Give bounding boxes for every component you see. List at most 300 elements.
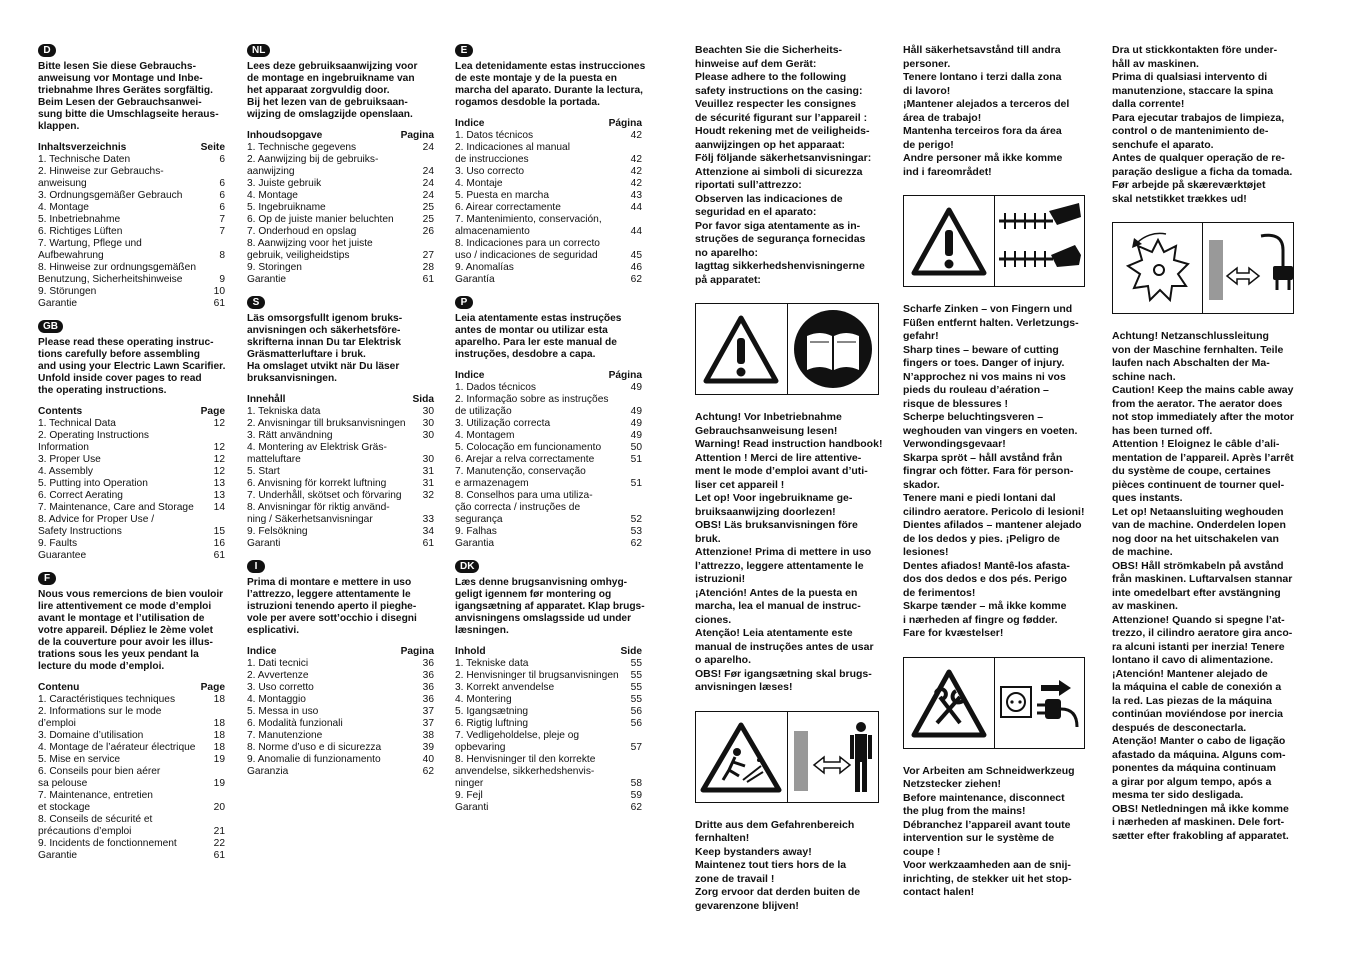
warning-line: Por favor siga atentamente as in- xyxy=(695,219,861,232)
toc-item-text xyxy=(38,754,120,766)
toc-item-line: 7. Maintenance, entretien xyxy=(38,790,153,801)
toc-item xyxy=(455,214,642,238)
keep-cable-away-plug-icon xyxy=(1203,223,1293,313)
warning-line: weghouden van vingers en voeten. xyxy=(903,424,1078,437)
toc-item-line: et stockage xyxy=(38,802,91,813)
toc-item-text xyxy=(455,694,512,706)
toc-item xyxy=(38,742,225,754)
warning-line: Fare for kvæstelser! xyxy=(903,627,1004,639)
toc-item-page: 62 xyxy=(630,274,642,285)
rotating-blade-icon xyxy=(1113,223,1203,313)
toc-item-page: 42 xyxy=(630,178,642,189)
toc-item-page: 51 xyxy=(630,454,642,465)
intro-text xyxy=(247,61,434,121)
warning-line: risque de blessures ! xyxy=(903,397,1009,410)
toc-item xyxy=(247,658,434,670)
toc-item-text xyxy=(455,706,528,718)
warning-line: manutenzione, staccare la spina xyxy=(1112,84,1274,97)
warning-line: hinweise auf dem Gerät: xyxy=(695,57,817,70)
toc-item-text xyxy=(247,154,378,178)
toc-item-text xyxy=(38,262,196,286)
toc-item-text xyxy=(38,490,123,502)
toc-item-page: 53 xyxy=(630,526,642,537)
intro-line: avant le montage et l’utilisation de xyxy=(38,613,205,624)
toc-item-text xyxy=(247,466,280,478)
intro-text xyxy=(455,577,645,637)
section-s xyxy=(247,296,434,550)
toc-item-text xyxy=(247,730,322,742)
toc-item-page: 40 xyxy=(422,754,434,765)
toc-item-text xyxy=(455,142,570,166)
toc-item-line: 3. Ordnungsgemäßer Gebrauch xyxy=(38,190,183,201)
language-badge: P xyxy=(455,296,473,309)
toc-item-page: 43 xyxy=(630,190,642,201)
toc-item-line: Garanzia xyxy=(247,766,289,777)
toc-item-line: 8. Hinweise zur ordnungsgemäßen xyxy=(38,262,196,273)
warning-line: trezzo, il cilindro aeratore gira anco- xyxy=(1112,627,1293,639)
toc-item-text xyxy=(247,226,356,238)
toc-item-page: 61 xyxy=(422,538,434,549)
toc-item-text xyxy=(247,742,381,754)
toc-item-page: 25 xyxy=(422,214,434,225)
toc-item-text xyxy=(455,754,595,790)
warning-line: Tenere mani e piedi lontani dal xyxy=(903,492,1056,504)
toc-item xyxy=(455,670,642,682)
pictogram-sharp-tines xyxy=(903,195,1085,287)
toc-item xyxy=(455,166,642,178)
toc-item-line: e armazenagem xyxy=(455,478,529,489)
toc-item-page: 33 xyxy=(422,514,434,525)
toc-item xyxy=(38,154,225,166)
toc-item-line: Safety Instructions xyxy=(38,526,122,537)
intro-line: and using your Electric Lawn Scarifier. xyxy=(38,361,226,372)
toc-item-text xyxy=(38,466,93,478)
toc-item-line: 8. Norme d’uso e di sicurezza xyxy=(247,742,382,753)
toc-item-text xyxy=(247,766,288,778)
warning-line: N’approchez ni vos mains ni vos xyxy=(903,370,1066,383)
toc-item-line: 1. Datos técnicos xyxy=(455,130,534,141)
toc-item-text xyxy=(38,850,77,862)
intro-line: Ha omslaget utvikt när Du läser xyxy=(247,361,400,372)
warning-line: Gebrauchsanweisung lesen! xyxy=(695,424,838,437)
toc-item-line: ninger xyxy=(455,778,484,789)
toc-item-page: 20 xyxy=(213,802,225,813)
intro-line: sung bitte die Umschlagseite heraus- xyxy=(38,109,219,120)
toc-item xyxy=(38,466,225,478)
toc-page-label: Página xyxy=(608,118,642,129)
toc-item-text xyxy=(455,190,549,202)
intro-text xyxy=(455,61,646,109)
toc-item-line: 5. Igangsætning xyxy=(455,706,529,717)
warning-line: mesma ter sido desligada. xyxy=(1112,789,1244,801)
warning-line: Please adhere to the following xyxy=(695,71,847,83)
toc-item xyxy=(38,850,225,862)
intro-line: Unfold inside cover pages to read xyxy=(38,373,202,384)
toc-item-page: 24 xyxy=(422,190,434,201)
toc-item-line: 9. Anomalías xyxy=(455,262,514,273)
toc-item-line: 9. Anomalie di funzionamento xyxy=(247,754,381,765)
toc-item-text xyxy=(38,814,152,838)
toc-item xyxy=(455,442,642,454)
section-f xyxy=(38,572,225,862)
warning-line: the plug from the mains! xyxy=(903,805,1026,817)
warning-line: afastado da máquina. Alguns com- xyxy=(1112,748,1286,761)
toc-item-page: 8 xyxy=(219,250,225,261)
toc-item-line: opbevaring xyxy=(455,742,506,753)
intro-line: the operating instructions. xyxy=(38,385,167,396)
toc-title: Indice xyxy=(455,370,485,381)
toc-item-line: Garanti xyxy=(455,802,489,813)
toc-item xyxy=(247,406,434,418)
warning-line: contact halen! xyxy=(903,886,975,898)
warning-line: Débranchez l’appareil avant toute xyxy=(903,818,1071,831)
toc-item-line: Benutzung, Sicherheitshinweise xyxy=(38,274,183,285)
warning-line: ind i fareområdet! xyxy=(903,165,992,178)
toc-item-page: 12 xyxy=(213,454,225,465)
intro-line: Please read these operating instruc- xyxy=(38,337,214,348)
intro-line: de este montaje y de la puesta en xyxy=(455,73,617,84)
warning-line: Attenzione! Quando si spegne l’at- xyxy=(1112,613,1285,626)
toc-item-page: 32 xyxy=(422,490,434,501)
toc-item-line: 7. Vedligeholdelse, pleje og xyxy=(455,730,580,741)
toc-item-page: 61 xyxy=(213,550,225,561)
toc-item-text xyxy=(38,454,101,466)
pictogram-cable-rotating-blade xyxy=(1112,222,1294,314)
toc-item-text xyxy=(247,706,318,718)
warning-line: riportati sull’attrezzo: xyxy=(695,179,802,191)
warning-line: Para ejecutar trabajos de limpieza, xyxy=(1112,111,1285,124)
warning-line: de los dedos y pies. ¡Peligro de xyxy=(903,532,1060,545)
toc-item xyxy=(38,262,225,286)
column-5 xyxy=(903,44,1099,900)
toc-title: Inhold xyxy=(455,646,486,657)
toc-item-line: 1. Technische gegevens xyxy=(247,142,357,153)
toc-item-text xyxy=(38,154,130,166)
warning-line: från maskinen. Luftarvalsen stannar xyxy=(1112,573,1293,585)
toc-title: Indice xyxy=(455,118,485,129)
toc-item-page: 6 xyxy=(219,178,225,189)
warning-line: lontano il cavo di alimentazione. xyxy=(1112,654,1274,666)
toc-page-label: Page xyxy=(200,406,225,417)
toc-item-text xyxy=(38,550,86,562)
toc-item-line: gebruik, veiligheidstips xyxy=(247,250,350,261)
toc-item-page: 24 xyxy=(422,166,434,177)
toc-item xyxy=(247,718,434,730)
toc-item-line: 1. Technische Daten xyxy=(38,154,131,165)
warning-line: Maintenez tout tiers hors de la xyxy=(695,859,847,871)
toc-item xyxy=(38,490,225,502)
maintenance-unplug-warning xyxy=(903,765,1099,900)
toc-item-line: 5. Messa in uso xyxy=(247,706,319,717)
toc-item-text xyxy=(247,490,402,502)
toc-item-page: 24 xyxy=(422,178,434,189)
toc-item-text xyxy=(38,214,120,226)
warning-line: av maskinen. xyxy=(1112,600,1178,612)
toc-item-line: ção correcta / instruções de xyxy=(455,502,581,513)
toc-item-text xyxy=(455,730,579,754)
manual-book-icon xyxy=(788,304,879,394)
intro-line: skrifterna innan Du tar Elektrisk xyxy=(247,337,401,348)
warning-line: pieds du rouleau d’aération – xyxy=(903,384,1049,396)
toc-item-text xyxy=(38,286,96,298)
toc-item-page: 34 xyxy=(422,526,434,537)
intro-line: rogamos desdoble la portada. xyxy=(455,97,600,108)
toc-item-text xyxy=(455,238,600,262)
warning-line: gevarenzone blijven! xyxy=(695,899,799,912)
toc-item-text xyxy=(455,274,495,286)
toc-item xyxy=(455,274,642,286)
toc-item xyxy=(247,202,434,214)
intro-line: anweisung vor Montage und Inbe- xyxy=(38,73,203,84)
toc-header xyxy=(247,394,434,406)
toc-item xyxy=(247,538,434,550)
warning-line: ment le mode d’emploi avant d’uti- xyxy=(695,465,868,477)
intro-line: tions carefully before assembling xyxy=(38,349,200,360)
warning-line: istruzioni! xyxy=(695,573,746,585)
toc-item-page: 30 xyxy=(422,418,434,429)
toc-item-page: 6 xyxy=(219,202,225,213)
intro-line: de la couverture pour avoir les illus- xyxy=(38,637,213,648)
intro-text xyxy=(38,337,225,397)
toc-item xyxy=(455,142,642,166)
warning-line: la red. Las piezas de la máquina xyxy=(1112,694,1272,707)
warning-line: Sharp tines – beware of cutting xyxy=(903,343,1059,356)
toc-item-text xyxy=(247,682,314,694)
warning-line: nog door na het uitschakelen van xyxy=(1112,532,1279,545)
warning-line: OBS! Läs bruksanvisningen före xyxy=(695,519,858,531)
language-badge: I xyxy=(247,560,265,573)
toc-item-page: 36 xyxy=(422,658,434,669)
warning-line: Attention ! Merci de lire attentive- xyxy=(695,451,862,464)
toc-item-page: 59 xyxy=(630,790,642,801)
warning-line: laufen nach Abschalten der Ma- xyxy=(1112,357,1270,369)
warning-line: OBS! Netledningen må ikke komme xyxy=(1112,802,1289,815)
toc-item xyxy=(247,706,434,718)
toc-item-page: 19 xyxy=(213,778,225,789)
toc-item-line: 3. Uso correcto xyxy=(455,166,525,177)
toc-item-text xyxy=(38,694,175,706)
warning-line: Håll säkerhetsavstånd till andra xyxy=(903,44,1061,56)
toc-item xyxy=(38,202,225,214)
warning-line: Achtung! Netzanschlussleitung xyxy=(1112,330,1269,342)
toc-item-line: 5. Putting into Operation xyxy=(38,478,148,489)
language-badge: E xyxy=(455,44,473,57)
warning-line: seguridad en el aparato: xyxy=(695,206,817,218)
toc-item-line: 1. Dados técnicos xyxy=(455,382,536,393)
warning-line: OBS! Håll strömkabeln på avstånd xyxy=(1112,559,1284,572)
intro-line: Bij het lezen van de gebruiksaan- xyxy=(247,97,408,108)
toc-item-page: 55 xyxy=(630,658,642,669)
intro-text xyxy=(247,313,434,385)
warning-line: senchufe el aparato. xyxy=(1112,138,1214,151)
toc-item-page: 57 xyxy=(630,742,642,753)
warning-line: Mantenha terceiros fora da área xyxy=(903,125,1062,137)
toc-item-text xyxy=(455,658,528,670)
toc-item-line: 5. Colocação em funcionamento xyxy=(455,442,602,453)
toc-item xyxy=(38,214,225,226)
toc-item xyxy=(455,394,642,418)
toc-item-page: 30 xyxy=(422,430,434,441)
pictogram-read-manual xyxy=(695,303,879,395)
language-badge: GB xyxy=(38,320,63,333)
toc-item-line: 2. Operating Instructions xyxy=(38,430,149,441)
toc-item-text xyxy=(455,490,593,526)
toc-item-page: 37 xyxy=(422,706,434,717)
warning-line: schine nach. xyxy=(1112,370,1176,383)
warning-line: Atenção! Leia atentamente este xyxy=(695,627,853,639)
toc-item xyxy=(455,706,642,718)
toc-item-line: 9. Störungen xyxy=(38,286,97,297)
intro-line: aparelho. Para ler este manual de xyxy=(455,337,617,348)
warning-line: después de desconectarla. xyxy=(1112,721,1247,734)
toc-item-page: 26 xyxy=(422,226,434,237)
warning-line: ques instants. xyxy=(1112,492,1183,504)
warning-line: ciones. xyxy=(695,613,732,626)
toc-item-page: 16 xyxy=(213,538,225,549)
maintenance-wrench-warning-icon xyxy=(904,658,995,748)
toc-item-line: 1. Technical Data xyxy=(38,418,116,429)
toc-item-page: 12 xyxy=(213,466,225,477)
toc-item-page: 36 xyxy=(422,694,434,705)
toc-item-line: 4. Montering av Elektrisk Gräs- xyxy=(247,442,387,453)
toc-item-text xyxy=(455,130,533,142)
toc-item-line: d’emploi xyxy=(38,718,76,729)
language-badge: NL xyxy=(247,44,270,57)
toc-item-line: 4. Montage de l’aérateur électrique xyxy=(38,742,196,753)
intro-line: Prima di montare e mettere in uso xyxy=(247,577,412,588)
toc-item-text xyxy=(247,262,302,274)
toc-item-text xyxy=(455,178,503,190)
toc-item xyxy=(455,262,642,274)
intro-text xyxy=(38,589,225,673)
toc-item-text xyxy=(38,226,122,238)
warning-line: mentation de l’appareil. Après l’arrêt xyxy=(1112,451,1294,464)
toc-item xyxy=(38,790,225,814)
toc-item-line: 9. Fejl xyxy=(455,790,483,801)
toc-item-page: 38 xyxy=(422,730,434,741)
warning-line: på apparatet: xyxy=(695,273,761,286)
toc-item-text xyxy=(247,754,381,766)
intro-line: Leia atentamente estas instruções xyxy=(455,313,622,324)
warning-triangle-icon xyxy=(696,304,788,394)
toc-item-line: 9. Storingen xyxy=(247,262,302,273)
toc-item-text xyxy=(455,442,601,454)
toc-item-line: 5. Puesta en marcha xyxy=(455,190,550,201)
toc-header xyxy=(38,682,225,694)
toc-item-page: 22 xyxy=(213,838,225,849)
toc-item-text xyxy=(455,166,524,178)
toc-item xyxy=(455,682,642,694)
toc-item-page: 49 xyxy=(630,382,642,393)
toc-item-text xyxy=(455,718,528,730)
intro-line: instruções, desdobre a capa. xyxy=(455,349,596,360)
toc-item-line: 1. Dati tecnici xyxy=(247,658,309,669)
toc-item xyxy=(455,430,642,442)
warning-line: manual de instruções antes de usar xyxy=(695,640,874,653)
section-e xyxy=(455,44,646,286)
toc-page-label: Side xyxy=(620,646,642,657)
toc-item-line: 1. Tekniske data xyxy=(455,658,529,669)
warning-line: la máquina el cable de conexión a xyxy=(1112,681,1282,693)
warning-line: anvisningen læses! xyxy=(695,681,793,693)
section-i xyxy=(247,560,434,778)
toc-item-line: 5. Inbetriebnahme xyxy=(38,214,121,225)
toc-item-page: 27 xyxy=(422,250,434,261)
language-badge: DK xyxy=(455,560,479,573)
warning-line: paração desligue a ficha da tomada. xyxy=(1112,165,1293,178)
warning-line: fernhalten! xyxy=(695,832,750,844)
toc-item xyxy=(455,694,642,706)
toc-item-page: 51 xyxy=(630,478,642,489)
section-nl xyxy=(247,44,434,286)
toc-item-page: 55 xyxy=(630,682,642,693)
toc-item-page: 6 xyxy=(219,190,225,201)
pictogram-bystanders xyxy=(695,711,879,803)
toc-title: Inhoudsopgave xyxy=(247,130,323,141)
language-badge: F xyxy=(38,572,56,585)
toc-title: Contents xyxy=(38,406,83,417)
warning-line: struções de segurança fornecidas xyxy=(695,233,866,245)
warning-line: Beachten Sie die Sicherheits- xyxy=(695,44,843,56)
warning-line: i nærheden af maskinen. Dele fort- xyxy=(1112,816,1285,828)
toc-item xyxy=(38,730,225,742)
intro-line: istruzioni tenendo aperto il pieghe- xyxy=(247,601,417,612)
warning-line: Zorg ervoor dat derden buiten de xyxy=(695,886,861,898)
warning-line: inrichting, de stekker uit het stop- xyxy=(903,872,1072,885)
toc-item xyxy=(38,550,225,562)
toc-item-line: 9. Faults xyxy=(38,538,78,549)
toc-item xyxy=(247,526,434,538)
toc-header xyxy=(38,406,225,418)
warning-line: skal netstikket trækkes ud! xyxy=(1112,192,1247,205)
toc-item-text xyxy=(455,202,561,214)
toc-item-line: de utilização xyxy=(455,406,512,417)
toc-item xyxy=(247,142,434,154)
toc-item-text xyxy=(38,298,77,310)
toc-item-line: 2. Avvertenze xyxy=(247,670,309,681)
warning-line: Observen las indicaciones de xyxy=(695,192,843,205)
warning-line: Verwondingsgevaar! xyxy=(903,438,1006,450)
toc-item-text xyxy=(455,466,586,490)
toc-item-text xyxy=(455,526,497,538)
toc-item xyxy=(455,538,642,550)
toc-item xyxy=(455,754,642,790)
warning-line: ¡Mantener alejados a terceros del xyxy=(903,98,1070,110)
warning-line: Voor werkzaamheden aan de snij- xyxy=(903,859,1071,871)
toc-item-text xyxy=(247,142,356,154)
warning-line: Attention ! Eloignez le câble d’ali- xyxy=(1112,438,1280,450)
warning-line: gefahr! xyxy=(903,330,939,342)
toc-item-page: 39 xyxy=(422,742,434,753)
intro-line: trations sous les yeux pendant la xyxy=(38,649,199,660)
toc-item xyxy=(455,202,642,214)
language-badge: S xyxy=(247,296,265,309)
toc-item-page: 30 xyxy=(422,454,434,465)
toc-item-line: 3. Juiste gebruik xyxy=(247,178,322,189)
toc-item-text xyxy=(247,670,309,682)
toc-item-page: 31 xyxy=(422,466,434,477)
warning-line: has been turned off. xyxy=(1112,424,1213,437)
toc-item-line: anvendelse, sikkerhedshenvis- xyxy=(455,766,595,777)
toc-item xyxy=(455,718,642,730)
intro-line: anvisningen och säkerhetsföre- xyxy=(247,325,401,336)
warning-line: Andre personer må ikke komme xyxy=(903,152,1063,164)
toc-item xyxy=(38,814,225,838)
intro-line: Nous vous remercions de bien vouloir xyxy=(38,589,224,600)
warning-line: Skarpe tænder – må ikke komme xyxy=(903,600,1067,612)
toc-item xyxy=(247,670,434,682)
toc-item-page: 61 xyxy=(422,274,434,285)
